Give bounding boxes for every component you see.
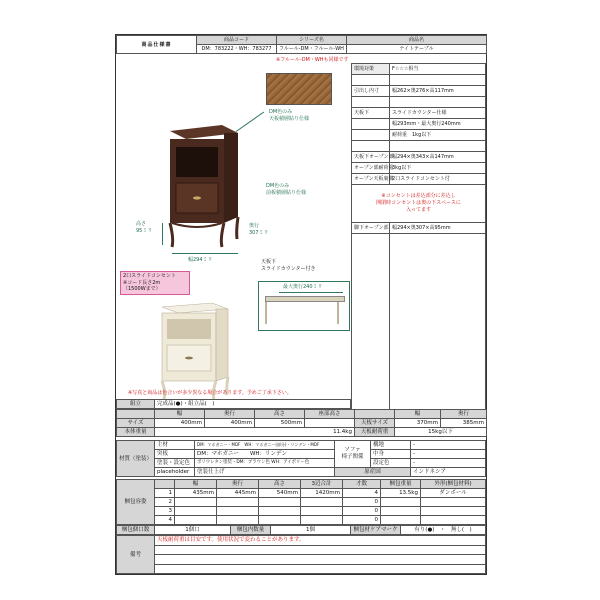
- remarks-line: 天板耐荷重は目安です。使用状況で変わることがあります。: [155, 536, 486, 546]
- care-mark-value: 有り(●) ・ 無し( ): [401, 526, 486, 535]
- product-name-label: 商品名: [347, 36, 487, 45]
- slide-counter-leg: [265, 302, 267, 324]
- assembly-value: 完成品(●)・組立品( ): [155, 400, 351, 409]
- remarks-line-empty: [155, 555, 486, 565]
- packing-no: 3: [155, 507, 175, 516]
- remarks-line-empty: [155, 545, 486, 555]
- max-depth-line: [279, 292, 343, 293]
- dm-top-line: DM色のみ: [269, 109, 293, 115]
- packing-sai: 0: [343, 498, 381, 507]
- sofa-label-line: ソファ: [344, 447, 361, 453]
- top-load-value: 15kg以下: [395, 428, 487, 437]
- height-dimension: [136, 221, 152, 234]
- packing-count-label: 梱包個口数: [117, 526, 155, 535]
- packing-width: 435mm: [175, 489, 217, 498]
- packing-sai: 4: [343, 489, 381, 498]
- spec-label: 天板下: [352, 108, 390, 119]
- depth-dimension: [249, 223, 269, 236]
- size-depth: 400mm: [205, 419, 255, 428]
- outlet-callout-line: 2口スライドコンセント: [123, 273, 176, 279]
- packing-count-value: 1個口: [155, 526, 231, 535]
- table-row: [117, 498, 486, 507]
- spec-sheet: [115, 34, 487, 575]
- spec-label: [352, 141, 390, 152]
- outlet-note-line: 開閉時コンセントは奥の下スペースに: [376, 200, 461, 206]
- outlet-callout-line: ※コード長さ2m: [123, 279, 161, 286]
- top-size-label: 天板サイズ: [355, 419, 395, 428]
- outlet-callout: [120, 271, 190, 295]
- table-row: [117, 489, 486, 498]
- width-dimension-line: [172, 253, 238, 254]
- bottom-open-label: 脚下オープン部: [352, 223, 390, 234]
- illustration-area: [116, 63, 351, 399]
- height-dimension-line: [162, 223, 163, 245]
- spec-value: 幅294×奥343×高147mm: [390, 152, 486, 163]
- spec-value: スライドカウンター仕様: [390, 108, 486, 119]
- size-header: 奥行: [205, 410, 255, 419]
- slide-counter-diagram: [258, 281, 350, 331]
- table-row: [117, 516, 486, 525]
- origin-value: インドネシア: [411, 468, 486, 477]
- packing-material: [421, 516, 486, 525]
- spec-panel: [351, 63, 486, 414]
- size-height: 500mm: [255, 419, 305, 428]
- dm-front-line: DM色のみ: [266, 183, 290, 189]
- slide-counter-label: [261, 259, 316, 272]
- spec-label: 引出し内寸: [352, 86, 390, 97]
- product-code-value: DM：783222・WH：783277: [197, 45, 277, 54]
- assembly-label: 組立: [117, 400, 155, 409]
- spec-value: [390, 97, 486, 108]
- packing-header: 梱包重量: [381, 480, 421, 489]
- outlet-note-line: 入ってます: [405, 207, 431, 213]
- max-depth-label: 最大奥行240ミリ: [283, 284, 323, 290]
- sofa-row-label: 中身: [371, 450, 411, 459]
- packing-header: 才数: [343, 480, 381, 489]
- packing-weight: 13.5kg: [381, 489, 421, 498]
- packing-depth: [217, 516, 259, 525]
- packing-no: 2: [155, 498, 175, 507]
- packing-width: [175, 498, 217, 507]
- material-row-value: DM：マホガニー・MDF WH：マホガニー(部分)・リンデン・MDF: [195, 441, 335, 450]
- series-name-label: シリーズ名: [277, 36, 347, 45]
- depth-label: 奥行: [249, 223, 260, 229]
- top-size-width: 370mm: [395, 419, 441, 428]
- table-row: [117, 507, 486, 516]
- spec-value: 幅262×奥276×高117mm: [390, 86, 486, 97]
- spec-label: [352, 130, 390, 141]
- packing-height: [259, 516, 301, 525]
- materials-label: 材質（塗装）: [117, 441, 155, 477]
- packing-no: 1: [155, 489, 175, 498]
- spec-value: [390, 75, 486, 86]
- material-row-value: 塗装仕上げ: [195, 468, 335, 477]
- outlet-callout-line: （1500Wまで）: [123, 286, 161, 292]
- weight-value: 11.4kg: [155, 428, 355, 437]
- top-size-header: 奥行: [441, 410, 487, 419]
- packing-header: 高さ: [259, 480, 301, 489]
- packing-header: 幅: [175, 480, 217, 489]
- spec-label: [352, 97, 390, 108]
- outlet-note-line: ※コンセントは差込部分に差込し: [381, 193, 456, 199]
- packing-height: [259, 507, 301, 516]
- spec-value: 2口スライドコンセント付: [390, 174, 486, 185]
- spec-label: オープン天板裏側: [352, 174, 390, 185]
- sofa-row-value: -: [411, 450, 486, 459]
- outlet-note: [352, 185, 486, 223]
- slide-counter-board: [265, 296, 345, 302]
- nightstand-dm-image: [162, 121, 242, 251]
- packing-height: [259, 498, 301, 507]
- nightstand-wh-image: [156, 301, 236, 401]
- size-header: 幅: [155, 410, 205, 419]
- packing-table: [116, 479, 486, 525]
- care-mark-label: 梱包材ケアマーク: [351, 526, 401, 535]
- env-label: 環境対策: [352, 64, 390, 75]
- dm-top-line: 天板積層貼り仕様: [269, 115, 310, 122]
- weight-label: 本体重量: [117, 428, 155, 437]
- size-table: [116, 409, 487, 437]
- dm-front-line: 前板積層貼り仕様: [266, 189, 307, 196]
- inner-count-label: 梱包内数量: [231, 526, 271, 535]
- origin-label: 原産国: [335, 468, 411, 477]
- wood-swatch-image: [266, 73, 332, 105]
- spec-value: 幅293mm・最大奥行240mm: [390, 119, 486, 130]
- top-size-header: 幅: [395, 410, 441, 419]
- spec-value: [390, 141, 486, 152]
- packing-label: 梱包容姿: [117, 480, 155, 525]
- width-dimension: 幅294ミリ: [188, 257, 213, 263]
- packing-height: 540mm: [259, 489, 301, 498]
- sofa-row-label: 設定色: [371, 459, 411, 468]
- packing-width: [175, 507, 217, 516]
- packing-weight: [381, 507, 421, 516]
- material-row-value: DM：マホガニー WH：リンデン: [195, 450, 335, 459]
- packing-header: 外形(梱包材料): [421, 480, 486, 489]
- packing-width: [175, 516, 217, 525]
- inner-count-value: 1個: [271, 526, 351, 535]
- packing-header: 奥行: [217, 480, 259, 489]
- series-name-value: フルール-DM・フルール-WH: [277, 45, 347, 54]
- height-value: 95ミリ: [136, 227, 153, 234]
- top-size-depth: 385mm: [441, 419, 487, 428]
- slide-label-line: スライドカウンター付き: [261, 265, 316, 272]
- spec-label: 天板下オープン部: [352, 152, 390, 163]
- spec-label: オープン部耐荷重: [352, 163, 390, 174]
- remarks-line-empty: [155, 564, 486, 574]
- packing-sum: [301, 507, 343, 516]
- materials-table: [116, 440, 486, 477]
- env-value: F☆☆☆相当: [390, 64, 486, 75]
- remarks-label: 備考: [117, 536, 155, 574]
- dm-top-note: [269, 109, 309, 122]
- packing-sum: [301, 498, 343, 507]
- sofa-row-value: -: [411, 459, 486, 468]
- depth-value: 307ミリ: [249, 229, 269, 236]
- product-name-value: ナイトテーブル: [347, 45, 487, 54]
- sofa-label: [335, 441, 371, 468]
- photo-disclaimer: ※写真と商品は色合いが多少異なる場合があります。予めご了承下さい。: [128, 390, 292, 396]
- packing-depth: [217, 507, 259, 516]
- series-note: ※フルール-DM・WHも同様です: [276, 57, 349, 63]
- material-row-label: 塗装・設定色: [155, 459, 195, 468]
- spec-value: 3kg以下: [390, 163, 486, 174]
- sofa-label-line: 椅子関係: [341, 454, 364, 460]
- slide-counter-leg: [337, 302, 339, 324]
- product-code-label: 商品コード: [197, 36, 277, 45]
- material-row-value: ポリウレタン塗装・DM：ブラウン色 WH：アイボリー色: [195, 459, 335, 468]
- material-row-label: placeholder: [155, 468, 195, 477]
- packing-depth: 445mm: [217, 489, 259, 498]
- packing-count-table: [116, 525, 486, 535]
- spec-label: [352, 75, 390, 86]
- packing-weight: [381, 498, 421, 507]
- dm-front-note: [266, 183, 306, 196]
- packing-sum: [301, 516, 343, 525]
- header-table: [116, 35, 487, 54]
- spec-value: 耐荷重 1kg以下: [390, 130, 486, 141]
- bottom-open-value: 幅294×奥307×高95mm: [390, 223, 486, 234]
- packing-header: 3辺合計: [301, 480, 343, 489]
- packing-material: [421, 507, 486, 516]
- size-header: 高さ: [255, 410, 305, 419]
- size-label: サイズ: [117, 419, 155, 428]
- remarks-table: [116, 535, 486, 574]
- packing-weight: [381, 516, 421, 525]
- assembly-table: [116, 399, 351, 409]
- packing-sai: 0: [343, 507, 381, 516]
- packing-sai: 0: [343, 516, 381, 525]
- size-header: 座部高さ: [305, 410, 355, 419]
- packing-depth: [217, 498, 259, 507]
- size-seat-height: [305, 419, 355, 428]
- slide-label-line: 天板下: [261, 259, 277, 265]
- packing-no: 4: [155, 516, 175, 525]
- top-load-label: 天板耐荷重: [355, 428, 395, 437]
- packing-material: [421, 498, 486, 507]
- packing-material: ダンボール: [421, 489, 486, 498]
- sofa-row-value: -: [411, 441, 486, 450]
- material-row-label: 主材: [155, 441, 195, 450]
- material-row-label: 突板: [155, 450, 195, 459]
- packing-sum: 1420mm: [301, 489, 343, 498]
- height-label: 高さ: [136, 221, 147, 227]
- spec-label: [352, 119, 390, 130]
- size-width: 400mm: [155, 419, 205, 428]
- sofa-row-label: 構地: [371, 441, 411, 450]
- page-title: 商品仕様書: [117, 36, 197, 54]
